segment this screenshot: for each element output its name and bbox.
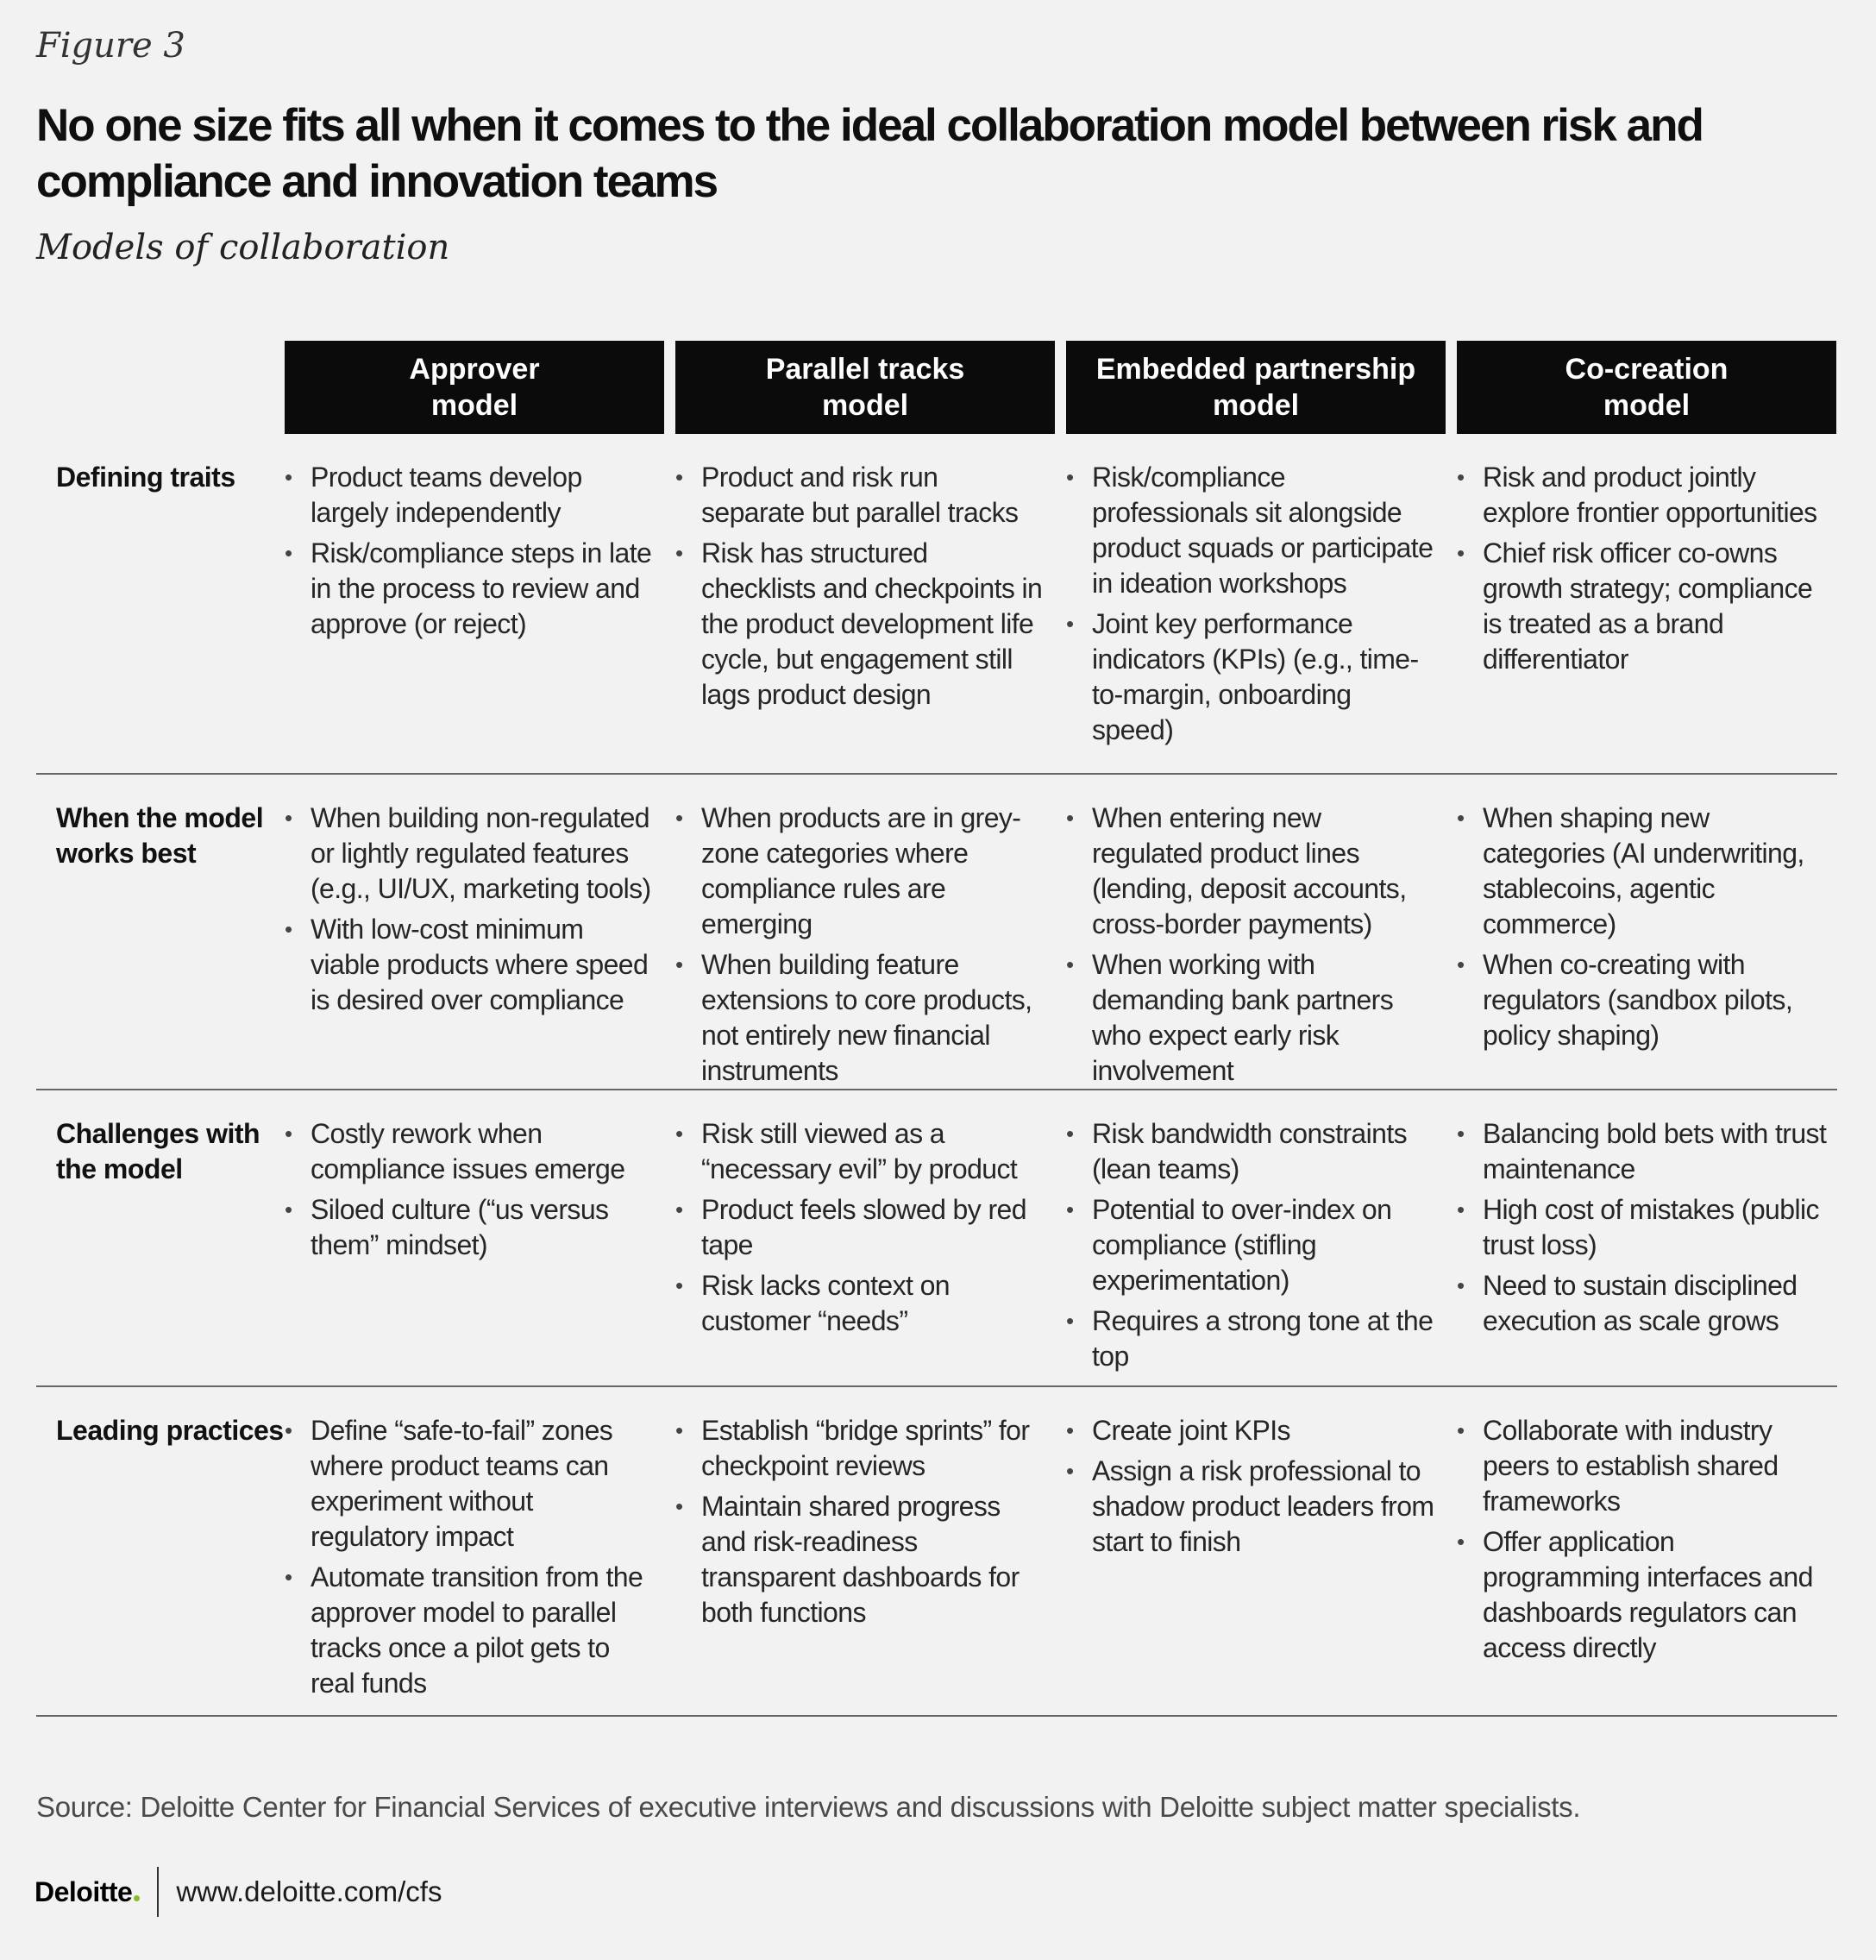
bullet-item: • Product teams develop largely independently [285,460,656,531]
cell-co-creation [1457,460,1828,682]
bullet-item: • Automate transition from the approver model to parallel tracks once a pilot gets to real funds [285,1560,656,1701]
cell-co-creation [1457,1116,1828,1344]
bullet-item: • When building non-regulated or lightly regulated features (e.g., UI/UX, marketing tools) [285,801,656,907]
cell-embedded-partnership [1066,1413,1437,1565]
bullet-item: • Define “safe-to-fail” zones where product teams can experiment without regulatory impact [285,1413,656,1555]
row-when-model-works-best [36,775,1837,1090]
bullet-item: • Collaborate with industry peers to establish shared frameworks [1457,1413,1828,1519]
bullet-item: • Risk/compliance steps in late in the process to review and approve (or reject) [285,536,656,642]
footer-divider [157,1867,159,1917]
bullet-item: • Risk/compliance professionals sit alongside product squads or participate in ideation workshops [1066,460,1437,601]
footer [35,1870,442,1913]
column-header-co-creation: Co-creation model [1457,341,1836,434]
bullet-item: • When working with demanding bank partners who expect early risk involvement [1066,947,1437,1089]
cell-co-creation [1457,1413,1828,1671]
bullet-item: • Risk has structured checklists and checkpoints in the product development life cycle, but engagement still lags product design [675,536,1046,713]
bullet-item: • Product and risk run separate but parallel tracks [675,460,1046,531]
row-label: Challenges with the model [56,1118,260,1184]
figure-label: Figure 3 [36,26,185,66]
bullet-item: • Siloed culture (“us versus them” mindset) [285,1192,656,1263]
cell-parallel-tracks [675,460,1046,718]
page-title: No one size fits all when it comes to the ideal collaboration model between risk and compliance and innovation teams [36,100,1703,207]
logo-dot-icon [134,1895,140,1901]
row-label: Defining traits [56,462,235,493]
bullet-item: • When products are in grey-zone categories where compliance rules are emerging [675,801,1046,942]
column-header-parallel-tracks: Parallel tracks model [675,341,1055,434]
bullet-item: • Create joint KPIs [1066,1413,1437,1448]
cell-co-creation [1457,801,1828,1059]
bullet-item: • Risk and product jointly explore frontier opportunities [1457,460,1828,531]
bullet-item: • With low-cost minimum viable products where speed is desired over compliance [285,912,656,1018]
source-note: Source: Deloitte Center for Financial Services of executive interviews and discussions with Deloitte subject matter specialists. [36,1791,1581,1823]
bullet-item: • Requires a strong tone at the top [1066,1304,1437,1374]
bullet-item: • Offer application programming interfaces and dashboards regulators can access directly [1457,1524,1828,1666]
row-challenges [36,1090,1837,1387]
bullet-item: • Risk lacks context on customer “needs” [675,1268,1046,1339]
bullet-item: • When shaping new categories (AI underwriting, stablecoins, agentic commerce) [1457,801,1828,942]
bullet-item: • Need to sustain disciplined execution as scale grows [1457,1268,1828,1339]
bullet-item: • Joint key performance indicators (KPIs) (e.g., time-to-margin, onboarding speed) [1066,606,1437,748]
cell-approver [285,1116,656,1268]
column-header-row [36,341,1837,434]
bullet-item: • When building feature extensions to core products, not entirely new financial instruments [675,947,1046,1089]
cell-approver [285,1413,656,1706]
cell-parallel-tracks [675,801,1046,1094]
deloitte-logo: Deloitte [35,1876,140,1908]
cell-approver [285,460,656,647]
footer-url-link[interactable]: www.deloitte.com/cfs [176,1875,442,1907]
cell-parallel-tracks [675,1413,1046,1636]
cell-embedded-partnership [1066,1116,1437,1379]
bullet-item: • Establish “bridge sprints” for checkpoint reviews [675,1413,1046,1484]
bullet-item: • Potential to over-index on compliance (stifling experimentation) [1066,1192,1437,1298]
bullet-item: • When entering new regulated product lines (lending, deposit accounts, cross-border payments) [1066,801,1437,942]
cell-parallel-tracks [675,1116,1046,1344]
bullet-item: • Risk still viewed as a “necessary evil” by product [675,1116,1046,1187]
bullet-item: • Assign a risk professional to shadow product leaders from start to finish [1066,1454,1437,1560]
cell-approver [285,801,656,1023]
subtitle: Models of collaboration [36,228,450,267]
bullet-item: • Costly rework when compliance issues emerge [285,1116,656,1187]
row-defining-traits [36,434,1837,775]
row-leading-practices [36,1387,1837,1717]
bullet-item: • High cost of mistakes (public trust loss) [1457,1192,1828,1263]
bullet-item: • When co-creating with regulators (sandbox pilots, policy shaping) [1457,947,1828,1053]
column-header-embedded-partnership: Embedded partnership model [1066,341,1446,434]
cell-embedded-partnership [1066,801,1437,1094]
bullet-item: • Balancing bold bets with trust maintenance [1457,1116,1828,1187]
row-label: Leading practices [56,1415,284,1446]
bullet-item: • Risk bandwidth constraints (lean teams) [1066,1116,1437,1187]
bullet-item: • Maintain shared progress and risk-readiness transparent dashboards for both functions [675,1489,1046,1630]
bullet-item: • Product feels slowed by red tape [675,1192,1046,1263]
cell-embedded-partnership [1066,460,1437,753]
row-label: When the model works best [56,802,264,869]
bullet-item: • Chief risk officer co-owns growth strategy; compliance is treated as a brand differentiator [1457,536,1828,677]
collaboration-matrix [36,341,1837,1717]
column-header-approver: Approver model [285,341,664,434]
